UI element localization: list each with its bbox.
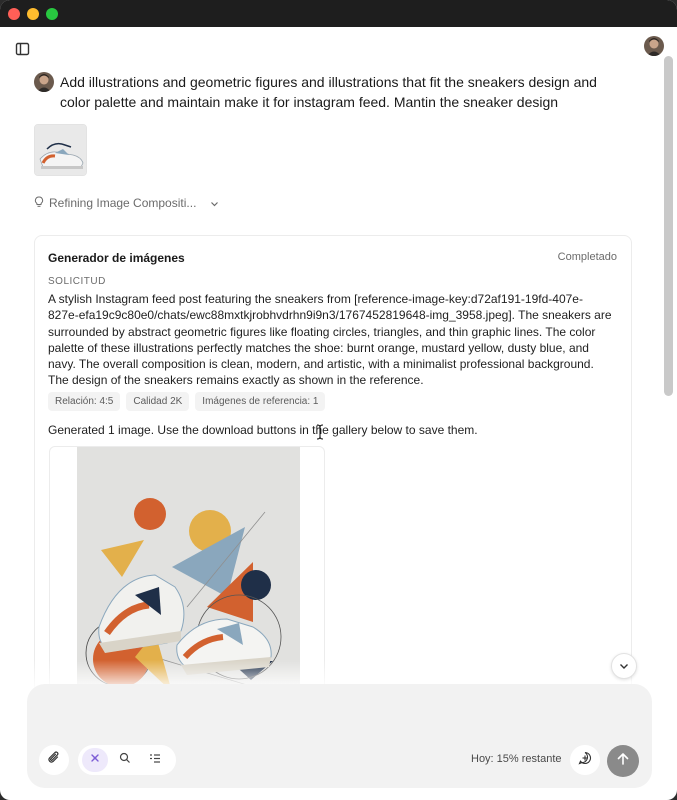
chevron-down-icon	[210, 196, 219, 210]
lightbulb-icon	[34, 196, 44, 211]
message-composer	[27, 684, 652, 788]
quality-chip: Calidad 2K	[126, 392, 189, 411]
image-generator-card	[34, 235, 632, 705]
scroll-down-button[interactable]	[611, 653, 637, 679]
image-tool-button[interactable]	[82, 748, 108, 772]
checklist-icon	[149, 751, 161, 769]
request-label: SOLICITUD	[48, 276, 106, 287]
scrollbar-thumb[interactable]	[664, 56, 673, 396]
parameter-chips	[48, 392, 325, 411]
tasks-tool-button[interactable]	[142, 748, 168, 772]
maximize-window-button[interactable]	[46, 8, 58, 20]
chat-plus-icon	[578, 751, 592, 770]
sparkle-icon	[89, 751, 101, 769]
chevron-down-icon	[619, 657, 629, 675]
close-window-button[interactable]	[8, 8, 20, 20]
sidebar-toggle-icon[interactable]	[14, 41, 32, 57]
attach-button[interactable]	[39, 745, 69, 775]
message-input[interactable]	[43, 698, 633, 728]
account-avatar[interactable]	[644, 36, 664, 56]
reference-images-chip: Imágenes de referencia: 1	[195, 392, 325, 411]
minimize-window-button[interactable]	[27, 8, 39, 20]
result-message: Generated 1 image. Use the download buttons in the gallery below to save them.	[48, 423, 478, 437]
paperclip-icon	[47, 750, 61, 770]
status-badge: Completado	[557, 251, 617, 263]
search-tool-button[interactable]	[112, 748, 138, 772]
text-cursor-icon	[316, 424, 324, 440]
usage-status: Hoy: 15% restante	[471, 753, 562, 765]
thinking-label: Refining Image Compositi...	[49, 196, 197, 210]
tool-selector	[78, 745, 176, 775]
thinking-toggle[interactable]	[34, 195, 219, 211]
arrow-up-icon	[617, 752, 629, 771]
attached-image-thumbnail[interactable]	[34, 124, 87, 176]
user-avatar	[34, 72, 54, 92]
title-bar	[0, 0, 677, 27]
card-title: Generador de imágenes	[48, 251, 185, 265]
aspect-ratio-chip: Relación: 4:5	[48, 392, 120, 411]
new-message-button[interactable]	[570, 745, 600, 775]
user-message: Add illustrations and geometric figures and illustrations that fit the sneakers design and color palette and maintain make it for instagram feed. Mantin the sneaker design	[60, 74, 597, 110]
generation-prompt: A stylish Instagram feed post featuring the sneakers from [reference-image-key:d72af191-19fd-407e-827e-efa19c9c80e0/chats/ewc88mxtkjrobhvdrhn9i9n3/1767452819648-img_3958.jpeg]. The sneakers are surrounded by abstract geometric figures like floating circles, triangles, and thin graphic lines. The color palette of these illustrations perfectly matches the shoe: burnt orange, mustard yellow, dusty blue, and navy. The overall composition is clean, modern, and artistic, with a minimalist professional background. The design of the sneakers remains exactly as shown in the reference.	[48, 292, 612, 388]
search-icon	[119, 751, 131, 769]
send-button[interactable]	[607, 745, 639, 777]
